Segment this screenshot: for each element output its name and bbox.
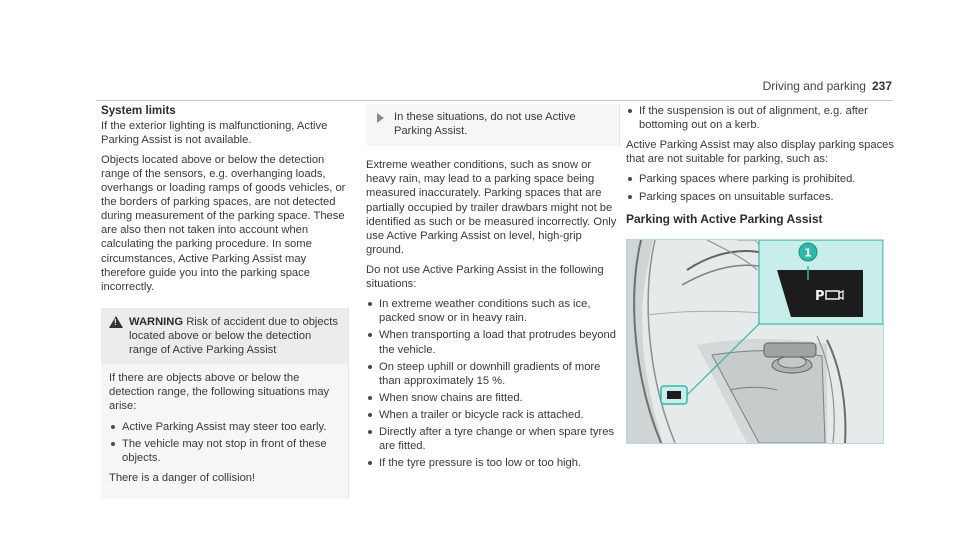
parking-button-glyph: P: [815, 288, 825, 304]
callout-number: 1: [804, 246, 812, 260]
paragraph: Active Parking Assist may also display parking spaces that are not suitable for parking, such as:: [626, 139, 894, 166]
console-illustration: [627, 240, 883, 443]
parking-with-assist-heading: Parking with Active Parking Assist: [626, 211, 823, 226]
note-box: [366, 104, 620, 146]
warning-body: [101, 364, 348, 499]
warning-outro: There is a danger of collision!: [109, 471, 256, 484]
list-item: Parking spaces where parking is prohibited.: [626, 172, 894, 186]
list-item: When snow chains are fitted.: [366, 391, 620, 405]
arrow-right-icon: [377, 113, 384, 123]
note-text: In these situations, do not use Active Parking Assist.: [394, 111, 576, 138]
list-item: On steep uphill or downhill gradients of more than approximately 15 %.: [366, 360, 620, 388]
section-title: Driving and parking: [762, 79, 866, 93]
warning-list: [109, 420, 340, 465]
warning-title: Risk of accident due to objects located above or below the detection range of Active Parking Assist: [129, 315, 338, 357]
paragraph: Objects located above or below the detection range of the sensors, e.g. overhanging loads, overhangs or loading ramps of goods vehicles, or the borders of parking spaces, are not detected during measurement of the parking space. These are also then not taken into account when calculating the parking procedure. In some circumstances, Active Parking Assist may therefore guide you into the parking space incorrectly.: [101, 153, 346, 293]
paragraph: If the exterior lighting is malfunctioning, Active Parking Assist is not available.: [101, 119, 328, 146]
unsuitable-spaces-list: [626, 172, 894, 203]
page-header: [763, 79, 892, 94]
list-item: The vehicle may not stop in front of these objects.: [109, 437, 340, 465]
column-1: [101, 104, 349, 499]
warning-intro: If there are objects above or below the detection range, the following situations may arise:: [109, 372, 330, 413]
warning-header: [101, 308, 348, 364]
situations-list: [366, 297, 620, 470]
header-rule: [96, 100, 893, 101]
list-item: If the suspension is out of alignment, e.g. after bottoming out on a kerb.: [626, 104, 894, 132]
list-item: Active Parking Assist may steer too early.: [109, 420, 340, 434]
warning-box: [101, 308, 349, 499]
warning-label: WARNING: [129, 315, 184, 328]
list-item: If the tyre pressure is too low or too high.: [366, 456, 620, 470]
list-item: In extreme weather conditions such as ice, packed snow or in heavy rain.: [366, 297, 620, 325]
paragraph: Extreme weather conditions, such as snow or heavy rain, may lead to a parking space being measured inaccurately. Parking spaces that are partially occupied by trailer drawbars might not be identified as such or be measured incorrectly. Only use Active Parking Assist on level, high-grip ground.: [366, 159, 617, 256]
paragraph: Do not use Active Parking Assist in the following situations:: [366, 263, 604, 291]
column-3: [626, 104, 894, 444]
list-item: Parking spaces on unsuitable surfaces.: [626, 190, 894, 204]
column-2: [366, 104, 620, 476]
system-limits-heading: System limits: [101, 104, 176, 117]
list-item: Directly after a tyre change or when spare tyres are fitted.: [366, 425, 620, 453]
warning-triangle-icon: [109, 316, 123, 328]
center-console-figure: [626, 239, 884, 444]
page-number: 237: [871, 79, 892, 93]
list-item: When transporting a load that protrudes beyond the vehicle.: [366, 328, 620, 356]
situations-list-continued: [626, 104, 894, 132]
list-item: When a trailer or bicycle rack is attached.: [366, 408, 620, 422]
